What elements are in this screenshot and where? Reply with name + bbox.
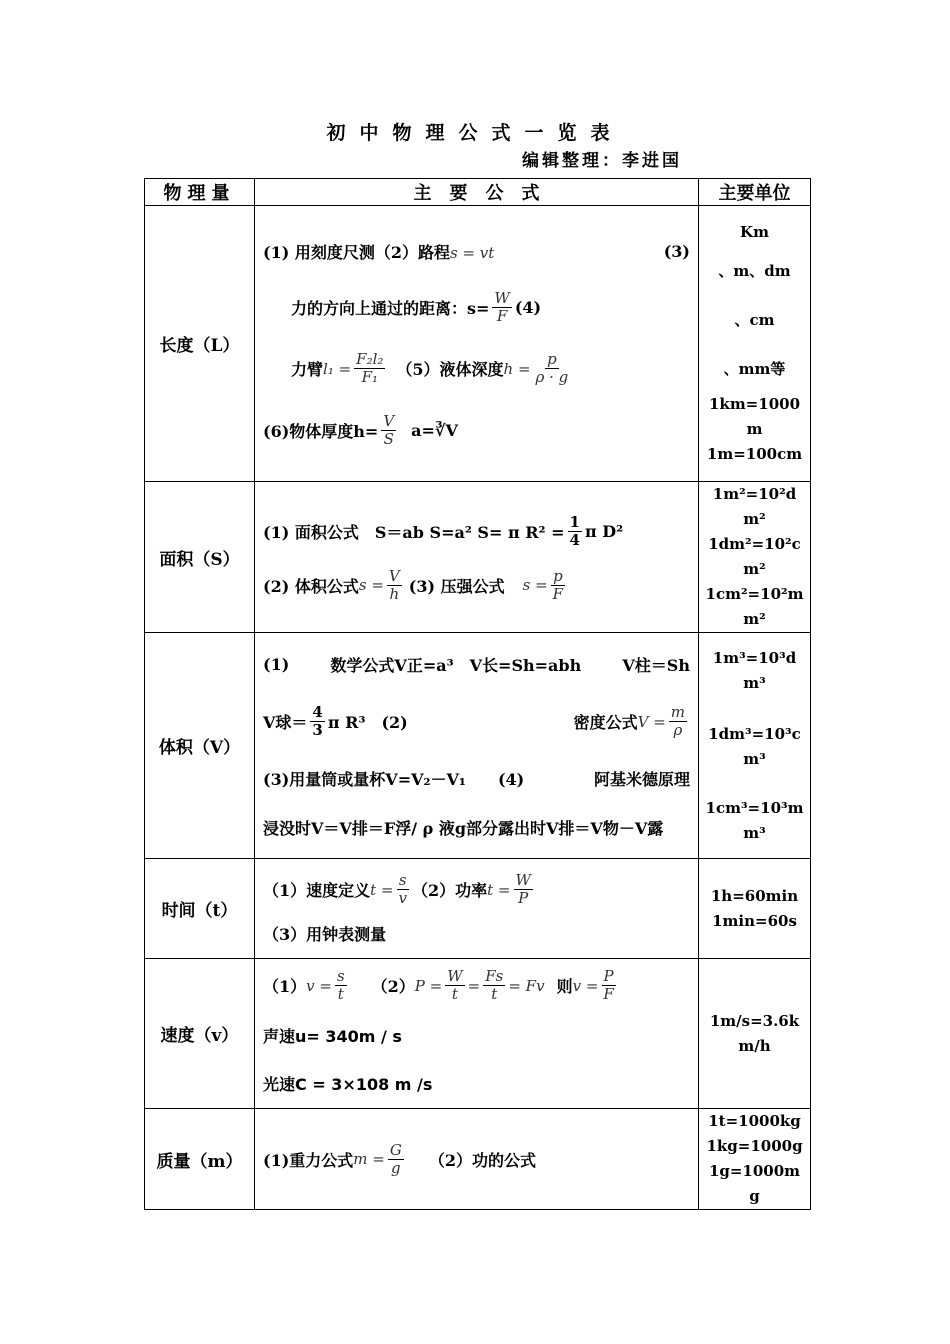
table-row-volume — [145, 633, 811, 859]
units-time: 1h=60min 1min=60s — [699, 859, 811, 959]
table-row-speed — [145, 959, 811, 1109]
page-title: 初中物理公式一览表 — [326, 122, 624, 144]
formula-table — [144, 178, 811, 1210]
page-subtitle: 编辑整理：李进国 — [522, 151, 682, 171]
units-volume: 1m³=10³d m³ 1dm³=10³c m³ 1cm³=10³m m³ — [699, 633, 811, 859]
quantity-mass: 质量（m） — [145, 1109, 255, 1210]
units-length: Km 、m、dm 、cm 、mm等 1km=1000 m 1m=100cm — [699, 206, 811, 482]
header-formula: 主 要 公 式 — [255, 179, 699, 206]
quantity-speed: 速度（v） — [145, 959, 255, 1109]
formula-length: (1) 用刻度尺测（2）路程s = vt (3) 力的方向上通过的距离：s= $\frac{W}{F}$ (4) 力臂 l₁ = $\frac{\text{F₂l₂}}{\text{F₁}}$ （5）液体深度 h = $\frac{p}{\rho \cdot g}$ (6)物体厚度h= $\frac{V}{S}$ a=∛V — [255, 206, 699, 482]
header-quantity: 物理量 — [145, 179, 255, 206]
quantity-length: 长度（L） — [145, 206, 255, 482]
formula-speed: （1） v = $\frac{s}{t}$ （2） P = $\frac{W}{t}$ = $\frac{Fs}{t}$ = Fv 则 v = $\frac{P}{F}$ 声速u= 340m / s 光速C = 3×108 m /s — [255, 959, 699, 1109]
units-mass: 1t=1000kg 1kg=1000g 1g=1000m g — [699, 1109, 811, 1210]
quantity-volume: 体积（V） — [145, 633, 255, 859]
table-row-length — [145, 206, 811, 482]
table-row-mass — [145, 1109, 811, 1210]
quantity-time: 时间（t） — [145, 859, 255, 959]
table-row-time — [145, 859, 811, 959]
formula-time: （1）速度定义 t = $\frac{s}{v}$ （2）功率 t = $\frac{W}{P}$ （3）用钟表测量 — [255, 859, 699, 959]
table-header-row — [145, 179, 811, 206]
units-area: 1m²=10²d m² 1dm²=10²c m² 1cm²=10²m m² — [699, 482, 811, 633]
formula-area: (1) 面积公式 S＝ab S=a² S= π R² = $\frac{1}{4}$ π D² (2) 体积公式 s = $\frac{V}{h}$ (3) 压强公式 s = $\frac{p}{F}$ — [255, 482, 699, 633]
units-speed: 1m/s=3.6k m/h — [699, 959, 811, 1109]
table-row-area — [145, 482, 811, 633]
formula-volume: (1) 数学公式V正=a³ V长=Sh=abh V柱＝Sh V球＝ $\frac{4}{3}$ π R³ (2) 密度公式 V = $\frac{m}{\rho}$ (3)用量筒或量杯V=V₂－V₁ (4) 阿基米德原理 浸没时V＝V排＝F浮/ ρ 液g部分露出时V排＝V物－V露 — [255, 633, 699, 859]
header-units: 主要单位 — [699, 179, 811, 206]
formula-mass: (1)重力公式 m = $\frac{G}{g}$ （2）功的公式 — [255, 1109, 699, 1210]
quantity-area: 面积（S） — [145, 482, 255, 633]
